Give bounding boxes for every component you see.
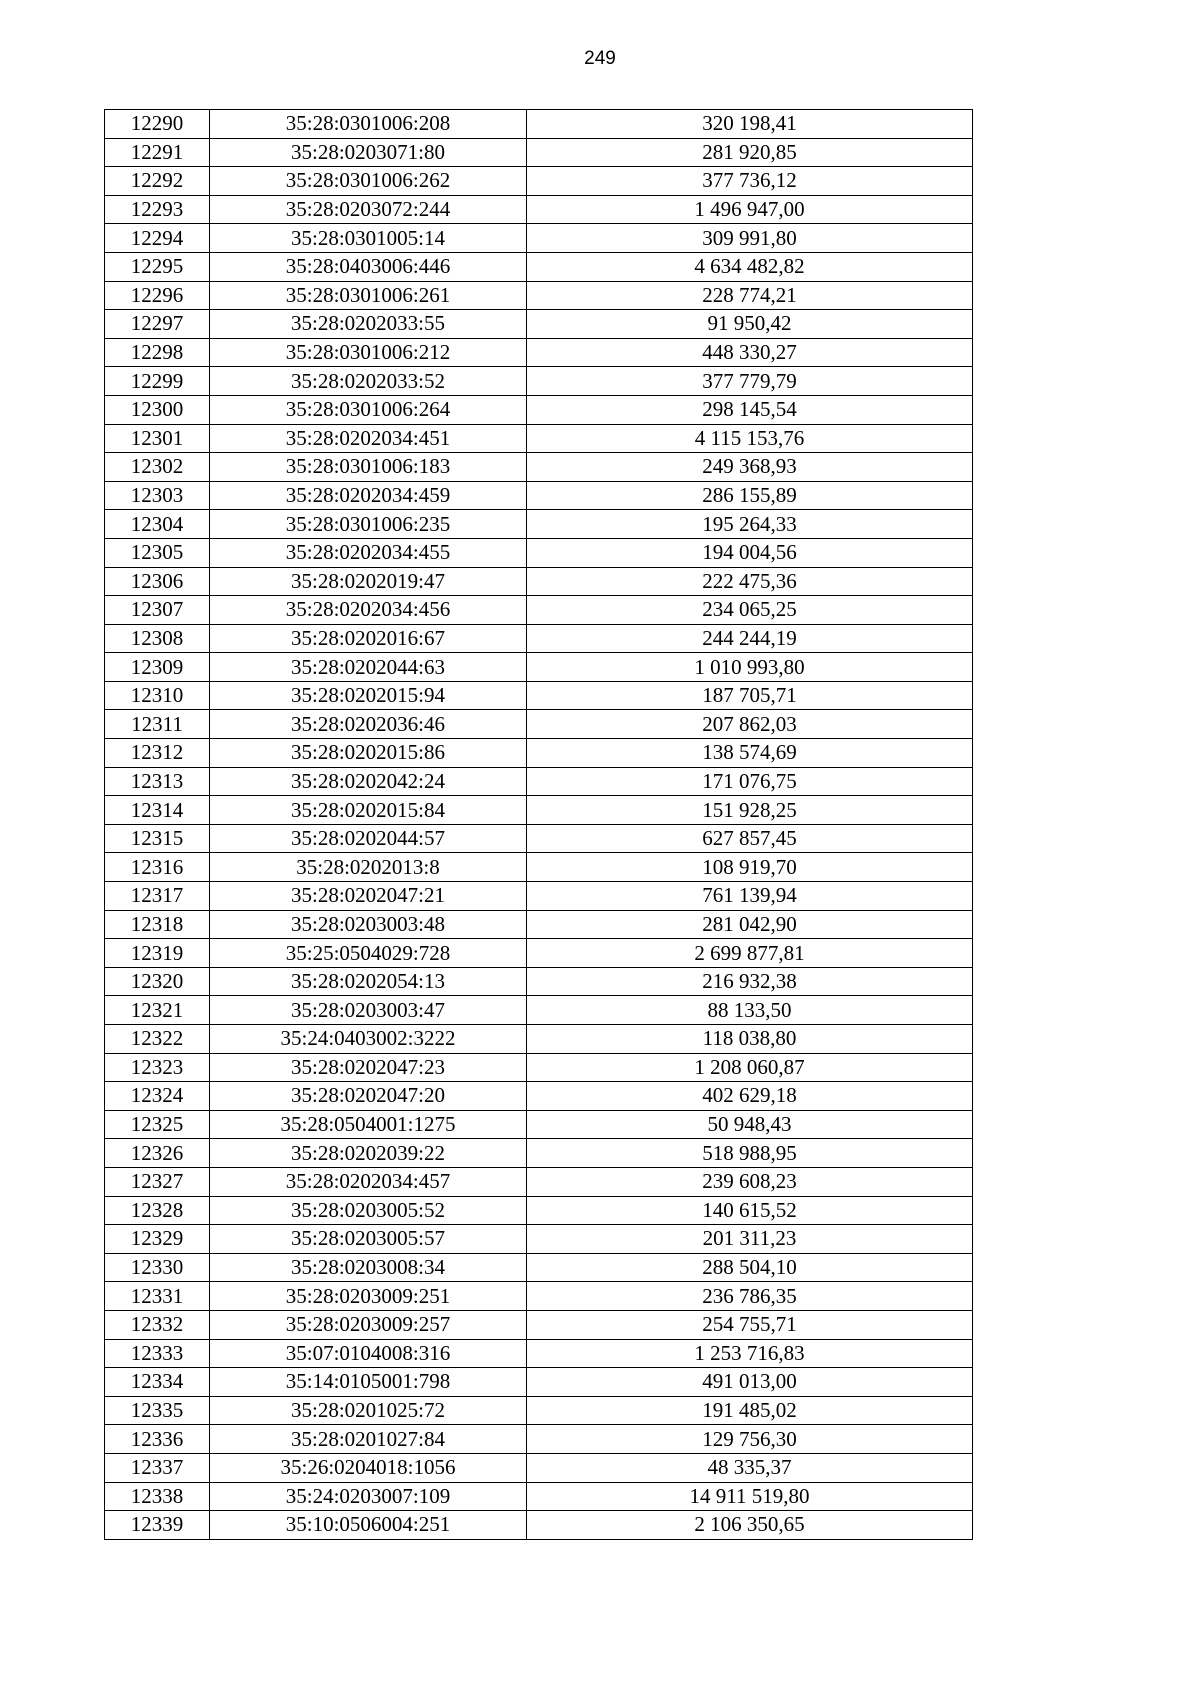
value-cell: 1 010 993,80 [527, 653, 973, 682]
row-number-cell: 12330 [105, 1253, 210, 1282]
row-number-cell: 12320 [105, 967, 210, 996]
value-cell: 402 629,18 [527, 1082, 973, 1111]
table-row [105, 967, 973, 996]
row-number-cell: 12306 [105, 567, 210, 596]
cadastral-number-cell: 35:28:0202047:23 [210, 1053, 527, 1082]
cadastral-number-cell: 35:28:0202013:8 [210, 853, 527, 882]
row-number-cell: 12324 [105, 1082, 210, 1111]
value-cell: 1 253 716,83 [527, 1339, 973, 1368]
row-number-cell: 12333 [105, 1339, 210, 1368]
value-cell: 518 988,95 [527, 1139, 973, 1168]
value-cell: 194 004,56 [527, 538, 973, 567]
table-row [105, 110, 973, 139]
cadastral-number-cell: 35:28:0203071:80 [210, 138, 527, 167]
cadastral-number-cell: 35:28:0202015:84 [210, 796, 527, 825]
row-number-cell: 12326 [105, 1139, 210, 1168]
value-cell: 48 335,37 [527, 1453, 973, 1482]
table-row [105, 1053, 973, 1082]
row-number-cell: 12329 [105, 1225, 210, 1254]
row-number-cell: 12305 [105, 538, 210, 567]
table-row [105, 453, 973, 482]
cadastral-number-cell: 35:25:0504029:728 [210, 939, 527, 968]
value-cell: 118 038,80 [527, 1025, 973, 1054]
value-cell: 377 736,12 [527, 167, 973, 196]
row-number-cell: 12334 [105, 1368, 210, 1397]
value-cell: 171 076,75 [527, 767, 973, 796]
table-row [105, 1310, 973, 1339]
value-cell: 254 755,71 [527, 1310, 973, 1339]
cadastral-number-cell: 35:28:0202015:86 [210, 739, 527, 768]
cadastral-number-cell: 35:26:0204018:1056 [210, 1453, 527, 1482]
row-number-cell: 12304 [105, 510, 210, 539]
row-number-cell: 12338 [105, 1482, 210, 1511]
table-row [105, 538, 973, 567]
row-number-cell: 12292 [105, 167, 210, 196]
cadastral-number-cell: 35:28:0202034:456 [210, 596, 527, 625]
cadastral-number-cell: 35:28:0202047:20 [210, 1082, 527, 1111]
value-cell: 286 155,89 [527, 481, 973, 510]
cadastral-number-cell: 35:28:0301006:261 [210, 281, 527, 310]
value-cell: 4 634 482,82 [527, 252, 973, 281]
table-row [105, 1339, 973, 1368]
row-number-cell: 12323 [105, 1053, 210, 1082]
table-row [105, 1110, 973, 1139]
cadastral-number-cell: 35:28:0504001:1275 [210, 1110, 527, 1139]
table-row [105, 224, 973, 253]
table-row [105, 281, 973, 310]
table-row [105, 624, 973, 653]
row-number-cell: 12309 [105, 653, 210, 682]
cadastral-number-cell: 35:28:0203008:34 [210, 1253, 527, 1282]
row-number-cell: 12293 [105, 195, 210, 224]
value-cell: 151 928,25 [527, 796, 973, 825]
cadastral-number-cell: 35:28:0301006:212 [210, 338, 527, 367]
table-row [105, 1196, 973, 1225]
table-row [105, 1482, 973, 1511]
row-number-cell: 12319 [105, 939, 210, 968]
value-cell: 201 311,23 [527, 1225, 973, 1254]
cadastral-number-cell: 35:28:0202015:94 [210, 681, 527, 710]
value-cell: 627 857,45 [527, 824, 973, 853]
value-cell: 207 862,03 [527, 710, 973, 739]
value-cell: 216 932,38 [527, 967, 973, 996]
row-number-cell: 12337 [105, 1453, 210, 1482]
row-number-cell: 12313 [105, 767, 210, 796]
cadastral-number-cell: 35:28:0301006:262 [210, 167, 527, 196]
row-number-cell: 12322 [105, 1025, 210, 1054]
cadastral-number-cell: 35:28:0301006:264 [210, 395, 527, 424]
table-row [105, 252, 973, 281]
value-cell: 309 991,80 [527, 224, 973, 253]
value-cell: 491 013,00 [527, 1368, 973, 1397]
value-cell: 1 208 060,87 [527, 1053, 973, 1082]
value-cell: 191 485,02 [527, 1396, 973, 1425]
value-cell: 140 615,52 [527, 1196, 973, 1225]
table-row [105, 653, 973, 682]
table-row [105, 1025, 973, 1054]
row-number-cell: 12310 [105, 681, 210, 710]
value-cell: 88 133,50 [527, 996, 973, 1025]
table-row [105, 481, 973, 510]
cadastral-number-cell: 35:28:0202019:47 [210, 567, 527, 596]
table-row [105, 710, 973, 739]
row-number-cell: 12325 [105, 1110, 210, 1139]
cadastral-number-cell: 35:14:0105001:798 [210, 1368, 527, 1397]
value-cell: 281 042,90 [527, 910, 973, 939]
value-cell: 288 504,10 [527, 1253, 973, 1282]
value-cell: 228 774,21 [527, 281, 973, 310]
row-number-cell: 12318 [105, 910, 210, 939]
table-row [105, 310, 973, 339]
table-row [105, 1139, 973, 1168]
cadastral-number-cell: 35:28:0202047:21 [210, 882, 527, 911]
cadastral-number-cell: 35:28:0203005:57 [210, 1225, 527, 1254]
cadastral-number-cell: 35:28:0301006:208 [210, 110, 527, 139]
table-row [105, 1167, 973, 1196]
row-number-cell: 12339 [105, 1511, 210, 1540]
table-row [105, 1225, 973, 1254]
row-number-cell: 12312 [105, 739, 210, 768]
table-row [105, 1396, 973, 1425]
table-row [105, 910, 973, 939]
table-row [105, 1253, 973, 1282]
cadastral-number-cell: 35:28:0202042:24 [210, 767, 527, 796]
value-cell: 129 756,30 [527, 1425, 973, 1454]
row-number-cell: 12315 [105, 824, 210, 853]
cadastral-number-cell: 35:28:0202044:57 [210, 824, 527, 853]
table-row [105, 796, 973, 825]
table-row [105, 939, 973, 968]
row-number-cell: 12332 [105, 1310, 210, 1339]
row-number-cell: 12335 [105, 1396, 210, 1425]
cadastral-number-cell: 35:28:0301006:235 [210, 510, 527, 539]
cadastral-number-cell: 35:28:0202016:67 [210, 624, 527, 653]
cadastral-number-cell: 35:28:0202034:457 [210, 1167, 527, 1196]
row-number-cell: 12297 [105, 310, 210, 339]
value-cell: 222 475,36 [527, 567, 973, 596]
cadastral-number-cell: 35:28:0201027:84 [210, 1425, 527, 1454]
cadastral-number-cell: 35:28:0202034:451 [210, 424, 527, 453]
value-cell: 249 368,93 [527, 453, 973, 482]
value-cell: 2 699 877,81 [527, 939, 973, 968]
table-row [105, 167, 973, 196]
row-number-cell: 12331 [105, 1282, 210, 1311]
cadastral-number-cell: 35:28:0202034:459 [210, 481, 527, 510]
table-row [105, 367, 973, 396]
cadastral-number-cell: 35:28:0202054:13 [210, 967, 527, 996]
value-cell: 14 911 519,80 [527, 1482, 973, 1511]
table-row [105, 1082, 973, 1111]
row-number-cell: 12299 [105, 367, 210, 396]
cadastral-number-cell: 35:28:0301005:14 [210, 224, 527, 253]
registry-table [104, 109, 973, 1540]
table-row [105, 853, 973, 882]
table-row [105, 510, 973, 539]
cadastral-number-cell: 35:28:0203072:244 [210, 195, 527, 224]
table-row [105, 1368, 973, 1397]
table-row [105, 681, 973, 710]
table-row [105, 1282, 973, 1311]
value-cell: 50 948,43 [527, 1110, 973, 1139]
row-number-cell: 12311 [105, 710, 210, 739]
cadastral-number-cell: 35:28:0203005:52 [210, 1196, 527, 1225]
page-number: 249 [584, 48, 616, 69]
cadastral-number-cell: 35:10:0506004:251 [210, 1511, 527, 1540]
value-cell: 244 244,19 [527, 624, 973, 653]
row-number-cell: 12303 [105, 481, 210, 510]
cadastral-number-cell: 35:28:0301006:183 [210, 453, 527, 482]
value-cell: 4 115 153,76 [527, 424, 973, 453]
cadastral-number-cell: 35:28:0403006:446 [210, 252, 527, 281]
table-row [105, 596, 973, 625]
cadastral-number-cell: 35:28:0202044:63 [210, 653, 527, 682]
row-number-cell: 12321 [105, 996, 210, 1025]
value-cell: 281 920,85 [527, 138, 973, 167]
row-number-cell: 12336 [105, 1425, 210, 1454]
cadastral-number-cell: 35:28:0202034:455 [210, 538, 527, 567]
value-cell: 187 705,71 [527, 681, 973, 710]
table-row [105, 882, 973, 911]
row-number-cell: 12301 [105, 424, 210, 453]
cadastral-number-cell: 35:28:0202033:55 [210, 310, 527, 339]
cadastral-number-cell: 35:28:0201025:72 [210, 1396, 527, 1425]
value-cell: 236 786,35 [527, 1282, 973, 1311]
table-row [105, 567, 973, 596]
row-number-cell: 12316 [105, 853, 210, 882]
table-row [105, 138, 973, 167]
row-number-cell: 12296 [105, 281, 210, 310]
value-cell: 448 330,27 [527, 338, 973, 367]
table-row [105, 996, 973, 1025]
cadastral-number-cell: 35:24:0203007:109 [210, 1482, 527, 1511]
row-number-cell: 12317 [105, 882, 210, 911]
row-number-cell: 12298 [105, 338, 210, 367]
value-cell: 320 198,41 [527, 110, 973, 139]
table-row [105, 1453, 973, 1482]
row-number-cell: 12290 [105, 110, 210, 139]
table-row [105, 1511, 973, 1540]
table-row [105, 824, 973, 853]
row-number-cell: 12300 [105, 395, 210, 424]
row-number-cell: 12328 [105, 1196, 210, 1225]
table-row [105, 338, 973, 367]
cadastral-number-cell: 35:28:0203003:48 [210, 910, 527, 939]
value-cell: 108 919,70 [527, 853, 973, 882]
cadastral-number-cell: 35:28:0203003:47 [210, 996, 527, 1025]
cadastral-number-cell: 35:28:0202039:22 [210, 1139, 527, 1168]
table-row [105, 424, 973, 453]
row-number-cell: 12308 [105, 624, 210, 653]
value-cell: 761 139,94 [527, 882, 973, 911]
value-cell: 1 496 947,00 [527, 195, 973, 224]
registry-table-body [105, 110, 973, 1540]
value-cell: 138 574,69 [527, 739, 973, 768]
value-cell: 298 145,54 [527, 395, 973, 424]
row-number-cell: 12327 [105, 1167, 210, 1196]
row-number-cell: 12294 [105, 224, 210, 253]
value-cell: 195 264,33 [527, 510, 973, 539]
cadastral-number-cell: 35:07:0104008:316 [210, 1339, 527, 1368]
cadastral-number-cell: 35:28:0202036:46 [210, 710, 527, 739]
value-cell: 377 779,79 [527, 367, 973, 396]
table-row [105, 767, 973, 796]
row-number-cell: 12295 [105, 252, 210, 281]
row-number-cell: 12307 [105, 596, 210, 625]
value-cell: 91 950,42 [527, 310, 973, 339]
table-row [105, 1425, 973, 1454]
table-row [105, 195, 973, 224]
cadastral-number-cell: 35:28:0203009:251 [210, 1282, 527, 1311]
value-cell: 239 608,23 [527, 1167, 973, 1196]
cadastral-number-cell: 35:28:0203009:257 [210, 1310, 527, 1339]
row-number-cell: 12302 [105, 453, 210, 482]
value-cell: 234 065,25 [527, 596, 973, 625]
table-row [105, 395, 973, 424]
cadastral-number-cell: 35:24:0403002:3222 [210, 1025, 527, 1054]
table-row [105, 739, 973, 768]
row-number-cell: 12314 [105, 796, 210, 825]
cadastral-number-cell: 35:28:0202033:52 [210, 367, 527, 396]
row-number-cell: 12291 [105, 138, 210, 167]
value-cell: 2 106 350,65 [527, 1511, 973, 1540]
